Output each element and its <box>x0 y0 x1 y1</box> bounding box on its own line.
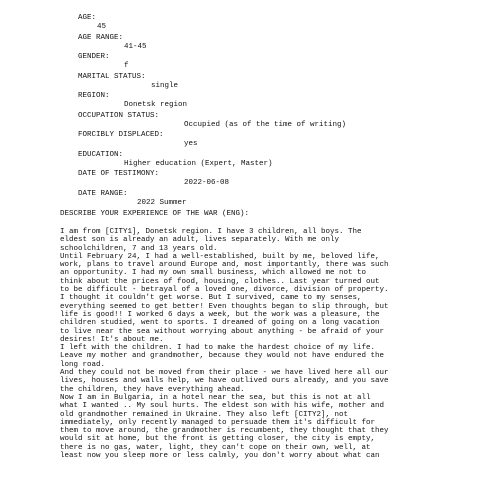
narrative-line: long road. <box>60 360 106 369</box>
narrative-line: there is no gas, water, light, they can't cope on their own, well, at <box>60 443 371 452</box>
field-value: f <box>124 61 129 70</box>
narrative-line: to be difficult - betrayal of a loved one, divorce, division of property. <box>60 286 389 295</box>
narrative-line: immediately, only recently managed to persuade them it's difficult for <box>60 418 376 427</box>
narrative-line: Now I am in Bulgaria, in a hotel near the sea, but this is not at all <box>60 393 371 402</box>
narrative-line: schoolchildren, 7 and 13 years old. <box>60 244 218 253</box>
narrative-line: eldest son is already an adult, lives separately. With me only <box>60 236 340 245</box>
field-label: AGE RANGE: <box>78 34 124 43</box>
narrative-line: what I wanted .. My soul hurts. The eldest son with his wife, mother and <box>60 402 385 411</box>
field-label: OCCUPATION STATUS: <box>78 112 160 121</box>
narrative-line: Until February 24, I had a well-established, built by me, beloved life, <box>60 252 380 261</box>
narrative-line: least now you sleep more or less calmly, you don't worry about what can <box>60 452 380 461</box>
narrative-line: I left with the children. I had to make the hardest choice of my life. <box>60 344 376 353</box>
narrative-line: would sit at home, but the front is getting closer, the city is empty, <box>60 435 376 444</box>
narrative-line: an opportunity. I had my own small business, which allowed me not to <box>60 269 367 278</box>
field-label: MARITAL STATUS: <box>78 73 146 82</box>
field-value: Higher education (Expert, Master) <box>124 159 273 168</box>
narrative-line: work, plans to travel around Europe and, most importantly, there was such <box>60 261 389 270</box>
field-value: single <box>151 81 179 90</box>
narrative-line: children studied, went to sports. I dreamed of going on a long vacation <box>60 319 380 328</box>
field-value: 45 <box>97 22 107 31</box>
field-value: 41-45 <box>124 42 147 51</box>
narrative-line: think about the prices of food, housing, clothes.. Last year turned out <box>60 277 380 286</box>
narrative-line: I thought it couldn't get worse. But I survived, came to my senses, <box>60 294 362 303</box>
narrative-line: desires! It's about me. <box>60 335 164 344</box>
narrative-line: to live near the sea without worrying about anything - be afraid of your <box>60 327 385 336</box>
narrative-line: them to move around, the grandmother is recumbent, they thought that they <box>60 427 389 436</box>
field-label: AGE: <box>78 14 97 23</box>
narrative-line: old grandmother remained in Ukraine. They also left [CITY2], not <box>60 410 349 419</box>
field-label: DATE OF TESTIMONY: <box>78 170 160 179</box>
field-value: 2022-06-08 <box>184 178 230 187</box>
field-label: FORCIBLY DISPLACED: <box>78 131 164 140</box>
field-value: yes <box>184 139 198 148</box>
field-value: Donetsk region <box>124 100 188 109</box>
testimony-narrative <box>60 228 480 460</box>
field-value: 2022 Summer <box>137 198 187 207</box>
field-value: Occupied (as of the time of writing) <box>184 120 347 129</box>
narrative-line: the children, they have everything ahead. <box>60 385 245 394</box>
field-label: GENDER: <box>78 53 110 62</box>
narrative-line: lives, houses and walls help, we have outlived ours already, and you save <box>60 377 389 386</box>
narrative-line: life is good!! I worked 6 days a week, but the work was a pleasure, the <box>60 310 380 319</box>
narrative-line: I am from [CITY1], Donetsk region. I have 3 children, all boys. The <box>60 228 362 236</box>
question-heading: DESCRIBE YOUR EXPERIENCE OF THE WAR (ENG): <box>60 210 250 218</box>
field-label: DATE RANGE: <box>78 190 128 199</box>
narrative-line: everything seemed to get better! Even thoughts began to slip through, but <box>60 302 389 311</box>
field-label: EDUCATION: <box>78 151 124 160</box>
field-label: REGION: <box>78 92 110 101</box>
narrative-line: And they could not be moved from their place - we have lived here all our <box>60 369 389 378</box>
narrative-line: Leave my mother and grandmother, because they would not have endured the <box>60 352 385 361</box>
